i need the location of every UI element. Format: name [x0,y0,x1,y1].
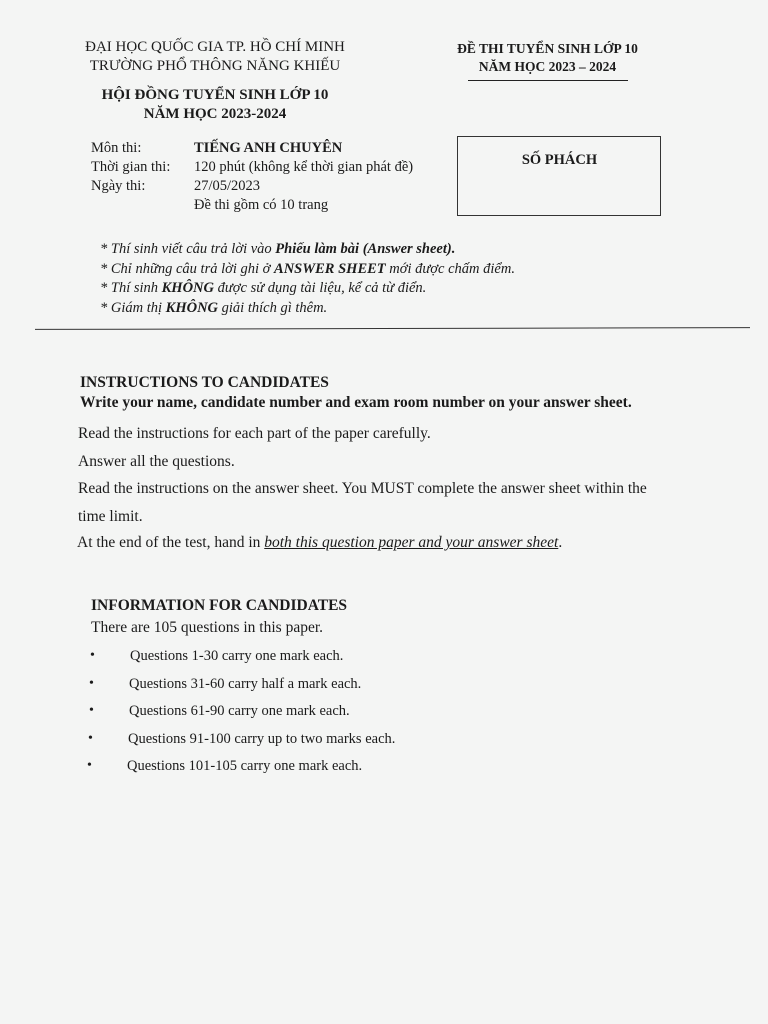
so-phach-label: SỐ PHÁCH [521,152,598,168]
header-underline [468,80,628,81]
instructions-bold-line: Write your name, candidate number and exam room number on your answer sheet. [80,394,632,411]
exam-info [91,139,413,215]
instruction-line-3: Read the instructions on the answer sheet. You MUST complete the answer sheet within the [78,480,647,497]
section-divider [35,327,750,330]
bullet-dot: • [88,731,93,746]
so-phach-box [457,136,661,216]
info-item-1: • Questions 1-30 carry one mark each. [90,648,344,664]
date-label: Ngày thi: [91,178,146,194]
information-title: INFORMATION FOR CANDIDATES [91,597,348,614]
bullet-dot: • [90,648,95,663]
instruction-line-2: Answer all the questions. [78,453,235,470]
university-name: ĐẠI HỌC QUỐC GIA TP. HỒ CHÍ MINH [85,39,345,55]
header-right [430,40,665,81]
candidate-notes [100,240,515,318]
instruction-line-1: Read the instructions for each part of the paper carefully. [78,425,431,442]
pages-note: Đề thi gồm có 10 trang [194,197,329,213]
council-name: HỘI ĐỒNG TUYỂN SINH LỚP 10 [101,87,329,103]
time-label: Thời gian thi: [91,159,171,175]
bullet-dot: • [89,703,94,718]
bullet-dot: • [89,676,94,691]
exam-year: NĂM HỌC 2023 – 2024 [478,59,617,74]
note-4: * Giám thị KHÔNG giải thích gì thêm. [100,299,328,316]
note-2: * Chỉ những câu trả lời ghi ở ANSWER SHEET mới được chấm điểm. [100,260,515,277]
note-1: * Thí sinh viết câu trả lời vào Phiếu làm bài (Answer sheet). [100,241,456,257]
info-item-3: • Questions 61-90 carry one mark each. [89,703,350,719]
subject-value: TIẾNG ANH CHUYÊN [194,140,343,156]
instruction-line-5: At the end of the test, hand in both this question paper and your answer sheet. [77,534,563,551]
information-subtitle: There are 105 questions in this paper. [91,619,324,636]
date-value: 27/05/2023 [194,178,261,194]
school-year: NĂM HỌC 2023-2024 [143,106,287,122]
note-3: * Thí sinh KHÔNG được sử dụng tài liệu, kể cả từ điển. [100,280,427,296]
instructions-title: INSTRUCTIONS TO CANDIDATES [80,374,329,391]
exam-title: ĐỀ THI TUYỂN SINH LỚP 10 [457,41,638,56]
instruction-line-4: time limit. [78,508,143,525]
school-name: TRƯỜNG PHỔ THÔNG NĂNG KHIẾU [89,58,341,74]
info-item-2: • Questions 31-60 carry half a mark each. [89,676,362,692]
subject-label: Môn thi: [91,140,142,156]
time-value: 120 phút (không kể thời gian phát đề) [194,159,414,175]
hand-in-emphasis: both this question paper and your answer sheet [264,534,559,551]
header-left [60,38,370,124]
info-item-5: • Questions 101-105 carry one mark each. [87,758,363,774]
info-item-4: • Questions 91-100 carry up to two marks each. [88,731,396,747]
bullet-dot: • [87,758,92,773]
